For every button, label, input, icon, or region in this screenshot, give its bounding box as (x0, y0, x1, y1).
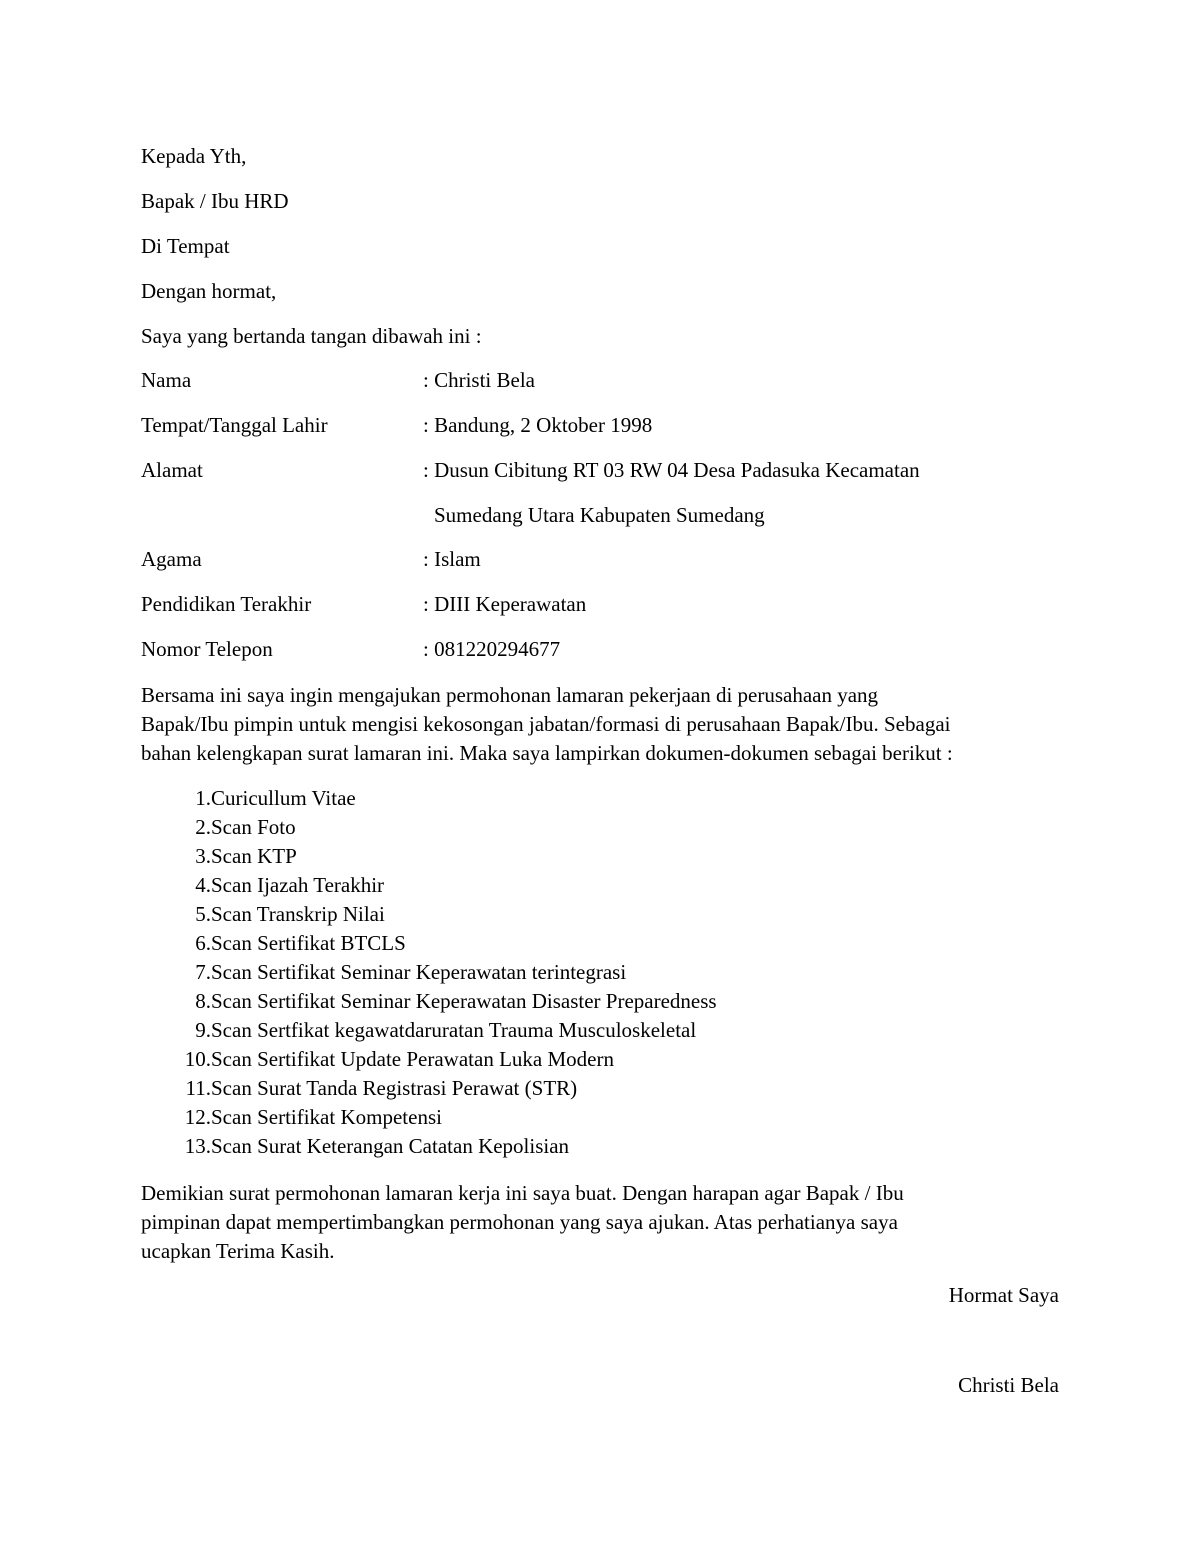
field-value-telepon: : 081220294677 (423, 637, 561, 661)
list-item-text: Scan Ijazah Terakhir (211, 873, 385, 897)
list-item-text: Scan Sertifikat Seminar Keperawatan Disaster Preparedness (211, 989, 717, 1013)
list-item-text: Scan Surat Tanda Registrasi Perawat (STR) (211, 1076, 578, 1100)
field-value-alamat: : Dusun Cibitung RT 03 RW 04 Desa Padasuka Kecamatan (423, 458, 920, 482)
list-item (141, 1045, 614, 1074)
list-item-text: Scan Sertifikat Kompetensi (211, 1105, 442, 1129)
field-value-nama: : Christi Bela (423, 368, 535, 392)
list-item-text: Scan Foto (211, 815, 296, 839)
field-value-alamat-cont: Sumedang Utara Kabupaten Sumedang (434, 503, 765, 527)
field-label-alamat: Alamat (141, 458, 203, 482)
recipient: Bapak / Ibu HRD (141, 189, 289, 213)
signature-name: Christi Bela (958, 1373, 1059, 1397)
list-item (141, 1074, 578, 1103)
field-label-ttl: Tempat/Tanggal Lahir (141, 413, 328, 437)
list-item (141, 813, 296, 842)
list-item (141, 784, 356, 813)
list-item (141, 1016, 697, 1045)
list-item (141, 929, 406, 958)
field-value-agama: : Islam (423, 547, 481, 571)
list-item-text: Scan Sertifikat BTCLS (211, 931, 406, 955)
list-item-text: Scan Transkrip Nilai (211, 902, 385, 926)
list-item-number: 1. (195, 786, 211, 810)
list-item-number: 4. (195, 873, 211, 897)
field-label-agama: Agama (141, 547, 202, 571)
list-item (141, 1132, 570, 1161)
sign-off: Hormat Saya (948, 1283, 1059, 1307)
list-item (141, 987, 717, 1016)
salutation-to: Kepada Yth, (141, 144, 247, 168)
intro-line: Saya yang bertanda tangan dibawah ini : (141, 324, 482, 348)
list-item (141, 1103, 442, 1132)
attachment-list (141, 784, 717, 1161)
place: Di Tempat (141, 234, 230, 258)
list-item-text: Scan KTP (211, 844, 297, 868)
list-item-number: 12. (184, 1105, 211, 1129)
field-label-telepon: Nomor Telepon (141, 637, 273, 661)
list-item (141, 900, 385, 929)
closing-paragraph-line: Demikian surat permohonan lamaran kerja ini saya buat. Dengan harapan agar Bapak / Ibu (141, 1181, 904, 1205)
list-item-number: 2. (195, 815, 211, 839)
closing-paragraph-line: ucapkan Terima Kasih. (141, 1239, 335, 1263)
body-paragraph-line: Bersama ini saya ingin mengajukan permohonan lamaran pekerjaan di perusahaan yang (141, 683, 879, 707)
list-item-number: 10. (184, 1047, 211, 1071)
list-item (141, 842, 297, 871)
list-item-text: Scan Sertfikat kegawatdaruratan Trauma Musculoskeletal (211, 1018, 697, 1042)
body-paragraph (141, 681, 953, 768)
list-item-number: 11. (185, 1076, 211, 1100)
body-paragraph-line: Bapak/Ibu pimpin untuk mengisi kekosongan jabatan/formasi di perusahaan Bapak/Ibu. Sebagai (141, 712, 951, 736)
field-value-ttl: : Bandung, 2 Oktober 1998 (423, 413, 653, 437)
list-item-number: 8. (195, 989, 211, 1013)
field-value-pendidikan: : DIII Keperawatan (423, 592, 587, 616)
list-item-number: 13. (184, 1134, 211, 1158)
list-item-text: Scan Surat Keterangan Catatan Kepolisian (211, 1134, 570, 1158)
field-label-nama: Nama (141, 368, 192, 392)
list-item-text: Curicullum Vitae (211, 786, 356, 810)
body-paragraph-line: bahan kelengkapan surat lamaran ini. Maka saya lampirkan dokumen-dokumen sebagai berikut : (141, 741, 953, 765)
list-item-number: 5. (195, 902, 211, 926)
list-item-number: 3. (195, 844, 211, 868)
list-item-number: 9. (195, 1018, 211, 1042)
list-item-number: 6. (195, 931, 211, 955)
field-label-pendidikan: Pendidikan Terakhir (141, 592, 312, 616)
list-item-text: Scan Sertifikat Seminar Keperawatan terintegrasi (211, 960, 627, 984)
list-item (141, 871, 385, 900)
list-item (141, 958, 627, 987)
closing-paragraph (141, 1179, 904, 1266)
list-item-text: Scan Sertifikat Update Perawatan Luka Modern (211, 1047, 614, 1071)
closing-paragraph-line: pimpinan dapat mempertimbangkan permohonan yang saya ajukan. Atas perhatianya saya (141, 1210, 898, 1234)
greeting: Dengan hormat, (141, 279, 277, 303)
list-item-number: 7. (195, 960, 211, 984)
